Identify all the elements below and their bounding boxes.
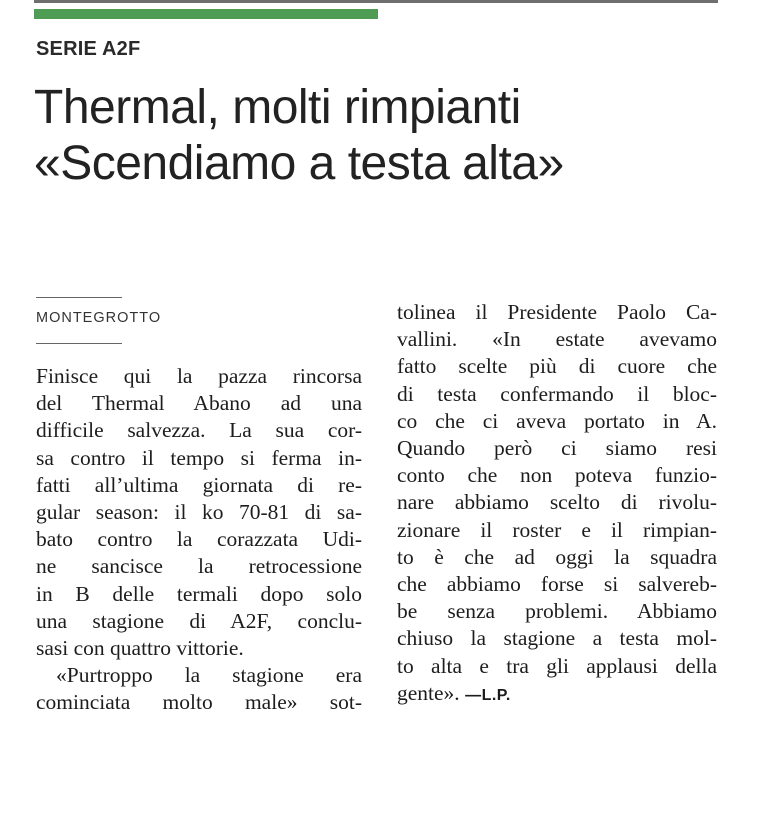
dateline-rule-bottom	[36, 343, 122, 344]
headline-line-2: «Scendiamo a testa alta»	[34, 137, 564, 190]
body-line: nare abbiamo scelto di rivolu-	[397, 490, 717, 515]
body-line: to alta e tra gli applausi della	[397, 653, 717, 678]
body-line: Finisce qui la pazza rincorsa	[36, 364, 362, 388]
body-line: «Purtroppo la stagione era	[56, 663, 362, 688]
body-line: difficile salvezza. La sua cor-	[36, 418, 362, 443]
headline	[34, 80, 734, 192]
body-line: una stagione di A2F, conclu-	[36, 608, 362, 633]
top-rule	[34, 0, 718, 3]
author-signature: —L.P.	[465, 686, 511, 704]
body-line: co che ci aveva portato in A.	[397, 408, 717, 433]
body-line: del Thermal Abano ad una	[36, 391, 362, 416]
headline-line-1: Thermal, molti rimpianti	[34, 81, 521, 134]
body-line: chiuso la stagione a testa mol-	[397, 626, 717, 651]
body-line: bato contro la corazzata Udi-	[36, 527, 362, 552]
dateline-rule-top	[36, 297, 122, 298]
dateline: MONTEGROTTO	[36, 310, 162, 326]
body-line: sasi con quattro vittorie.	[36, 636, 244, 661]
section-color-bar	[34, 9, 378, 19]
body-line: tolinea il Presidente Paolo Ca-	[397, 300, 717, 324]
body-line-final	[397, 680, 717, 709]
article-column-2	[397, 299, 717, 709]
body-line: zionare il roster e il rimpian-	[397, 517, 717, 542]
body-line: che abbiamo forse si salvereb-	[397, 572, 717, 597]
body-line: vallini. «In estate avevamo	[397, 327, 717, 352]
body-line: gular season: il ko 70-81 di sa-	[36, 500, 362, 525]
article-column-1	[36, 363, 362, 717]
body-line: Quando però ci siamo resi	[397, 436, 717, 461]
body-line: conto che non poteva funzio-	[397, 463, 717, 488]
body-line: fatto scelte più di cuore che	[397, 354, 717, 379]
body-line: in B delle termali dopo solo	[36, 581, 362, 606]
body-line: fatti all’ultima giornata di re-	[36, 472, 362, 497]
body-line: di testa confermando il bloc-	[397, 381, 717, 406]
body-line: sa contro il tempo si ferma in-	[36, 445, 362, 470]
body-line: ne sancisce la retrocessione	[36, 554, 362, 579]
body-line: cominciata molto male» sot-	[36, 690, 362, 715]
body-line: to è che ad oggi la squadra	[397, 544, 717, 569]
section-kicker: SERIE A2F	[36, 38, 141, 60]
body-line-text: gente».	[397, 680, 460, 705]
body-line: be senza problemi. Abbiamo	[397, 599, 717, 624]
